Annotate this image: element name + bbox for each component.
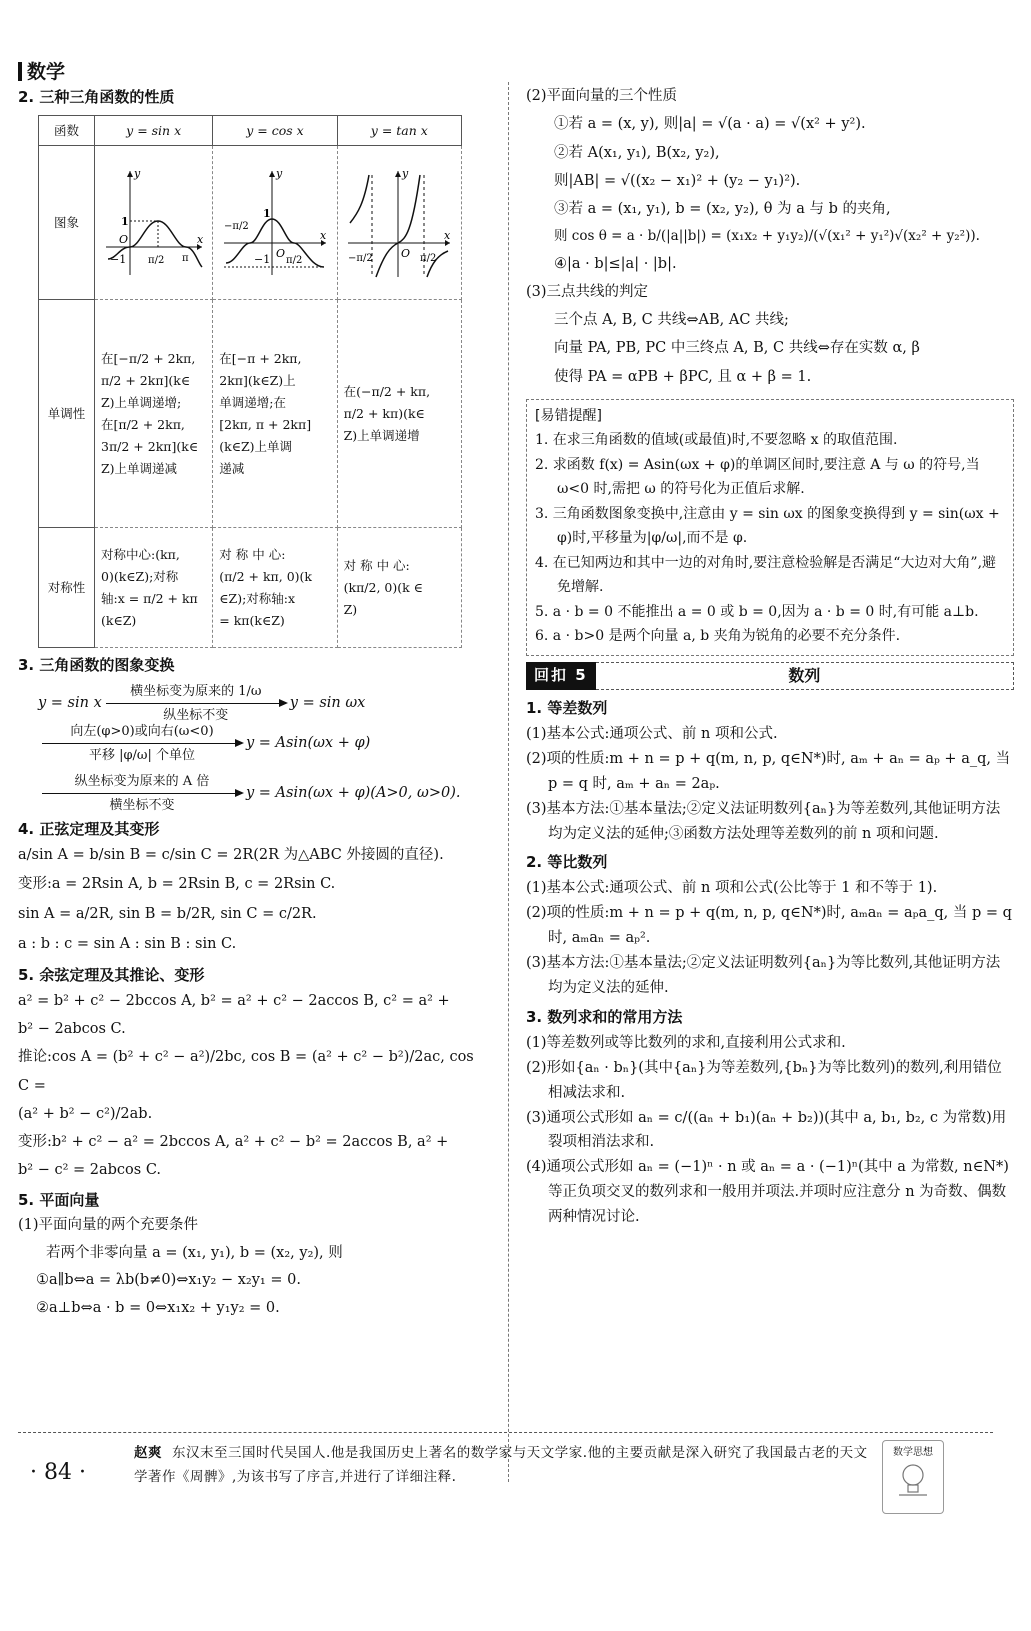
- formula-line: ④|a · b|≤|a| · |b|.: [554, 255, 677, 272]
- page-number: · 84 ·: [30, 1460, 86, 1485]
- trig-properties-table: [38, 115, 462, 648]
- table-header-row: [39, 116, 462, 146]
- cell-line: Z): [343, 601, 358, 617]
- tan-graph-cell: [337, 146, 461, 300]
- graph-label: y: [133, 166, 140, 180]
- graph-label: O: [275, 246, 285, 260]
- formula-line: ③若 a = (x₁, y₁), b = (x₂, y₂), θ 为 a 与 b 的夹角,: [554, 201, 891, 218]
- right-column: [526, 82, 1014, 1230]
- sequences-body: [526, 696, 1014, 1230]
- arrow: [42, 723, 242, 763]
- list-item: (1)等差数列或等比数列的求和,直接利用公式求和.: [526, 1034, 846, 1051]
- banner-badge: 回扣 5: [526, 662, 596, 690]
- sin-graph-cell: [95, 146, 213, 300]
- cell-line: (k∈Z): [101, 612, 137, 628]
- logo-text: 数学思想: [893, 1447, 933, 1458]
- list-item: 3. 三角函数图象变换中,注意由 y = sin ωx 的图象变换得到 y = sin(ωx + φ)时,平移量为|φ/ω|,而不是 φ.: [535, 505, 1000, 547]
- formula-line: 推论:cos A = (b² + c² − a²)/2bc, cos B = (a² + c² − b²)/2ac, cos C =: [18, 1049, 474, 1094]
- cell-line: 在[−π + 2kπ,: [219, 351, 302, 367]
- formula-line: b² − c² = 2abcos C.: [18, 1162, 162, 1179]
- formula-line: ①a∥b⇔a = λb(b≠0)⇔x₁y₂ − x₂y₁ = 0.: [36, 1272, 301, 1289]
- banner-title: 数列: [596, 662, 1014, 690]
- section-title-cosine-law: 5. 余弦定理及其推论、变形: [18, 965, 205, 984]
- formula-line: 变形:b² + c² − a² = 2bccos A, a² + c² − b² = 2accos B, a² +: [18, 1134, 449, 1151]
- graph-label: π: [181, 252, 189, 264]
- graph-label: 1: [262, 206, 271, 220]
- formula-line: 则|AB| = √((x₂ − x₁)² + (y₂ − y₁)²).: [554, 172, 801, 189]
- graph-label: 1: [120, 214, 129, 228]
- table-row-monotonicity: [39, 300, 462, 528]
- cell-line: 0)(k∈Z);对称: [101, 568, 179, 584]
- formula-line: 向量 PA, PB, PC 中三终点 A, B, C 共线⇔存在实数 α, β: [554, 340, 920, 357]
- list-item: 6. a · b>0 是两个向量 a, b 夹角为锐角的必要不充分条件.: [535, 628, 901, 645]
- transform-chain: [38, 684, 488, 814]
- row-label: 对称性: [39, 528, 95, 648]
- cell-line: 在[−π/2 + 2kπ,: [101, 351, 196, 367]
- list-item: 5. a · b = 0 不能推出 a = 0 或 b = 0,因为 a · b = 0 时,有可能 a⊥b.: [535, 603, 979, 620]
- vector-properties: [526, 82, 1014, 391]
- section-title-vectors: 5. 平面向量: [18, 1190, 100, 1209]
- cos-graph: [220, 163, 330, 283]
- row-label: 单调性: [39, 300, 95, 528]
- graph-label: x: [444, 228, 451, 242]
- column-divider: [508, 82, 509, 1482]
- expr: y = Asin(ωx + φ): [246, 735, 371, 752]
- cell-line: 对 称 中 心:: [343, 557, 410, 573]
- cell-line: π/2 + 2kπ](k∈: [101, 373, 191, 388]
- list-item: 1. 在求三角函数的值域(或最值)时,不要忽略 x 的取值范围.: [535, 432, 898, 449]
- footer-note: [134, 1442, 874, 1489]
- arrow-top-label: 纵坐标变为原来的 A 倍: [74, 773, 210, 789]
- footer-text: 东汉末至三国时代吴国人.他是我国历史上著名的数学家与天文学家.他的主要贡献是深入研究了我国最古老的天文学著作《周髀》,为该书写了序言,并进行了详细注释.: [134, 1445, 868, 1485]
- table-header-cell: 函数: [39, 116, 95, 146]
- cell-line: 单调递增;在: [219, 394, 286, 410]
- section-title: 3. 数列求和的常用方法: [526, 1007, 683, 1026]
- formula-line: 则 cos θ = a · b/(|a||b|) = (x₁x₂ + y₁y₂)/(√(x₁² + y₁²)√(x₂² + y₂²)).: [554, 228, 980, 245]
- subheading: (2)平面向量的三个性质: [526, 88, 678, 104]
- arrow: [42, 773, 242, 813]
- table-header-cell: y = sin x: [95, 116, 213, 146]
- table-row-graph: [39, 146, 462, 300]
- cell-line: 在[π/2 + 2kπ,: [101, 416, 185, 432]
- graph-label: x: [319, 228, 327, 242]
- arrow-bottom-label: 平移 |φ/ω| 个单位: [88, 748, 196, 763]
- footer-divider: [18, 1432, 993, 1433]
- review-banner: [526, 662, 1014, 690]
- formula-line: a : b : c = sin A : sin B : sin C.: [18, 935, 237, 952]
- math-thinking-logo: [882, 1440, 944, 1514]
- list-item: 4. 在已知两边和其中一边的对角时,要注意检验解是否满足“大边对大角”,避免增解.: [535, 554, 997, 596]
- sin-graph: [102, 163, 206, 283]
- cell-line: (π/2 + kπ, 0)(k: [219, 568, 312, 584]
- cell-line: [2kπ, π + 2kπ]: [219, 416, 312, 432]
- transform-step: [38, 774, 488, 814]
- formula-line: 变形:a = 2Rsin A, b = 2Rsin B, c = 2Rsin C.: [18, 876, 336, 893]
- cosine-law-body: [18, 987, 488, 1185]
- section-title: 2. 等比数列: [526, 853, 608, 872]
- formula-line: b² − 2abcos C.: [18, 1021, 126, 1038]
- sine-law-body: [18, 841, 488, 960]
- transform-step: [38, 684, 488, 724]
- expr: y = sin x: [38, 695, 102, 712]
- graph-label: y: [402, 166, 409, 180]
- lightbulb-icon: [893, 1459, 933, 1499]
- expr: y = sin ωx: [289, 695, 366, 712]
- graph-label: −1: [109, 252, 126, 266]
- arrow-top-label: 横坐标变为原来的 1/ω: [130, 683, 262, 699]
- formula-line: 若两个非零向量 a = (x₁, y₁), b = (x₂, y₂), 则: [46, 1244, 343, 1261]
- graph-label: −π/2: [348, 252, 373, 264]
- cell-line: 递减: [219, 460, 245, 476]
- subheading: (3)三点共线的判定: [526, 283, 649, 300]
- vectors-body: [18, 1212, 488, 1322]
- graph-label: −1: [253, 252, 271, 266]
- arrow: [106, 683, 286, 723]
- graph-label: O: [118, 232, 128, 246]
- formula-line: ①若 a = (x, y), 则|a| = √(a · a) = √(x² + y²).: [554, 116, 866, 133]
- cos-symmetry: [213, 528, 337, 648]
- list-item: 2. 求函数 f(x) = Asin(ωx + φ)的单调区间时,要注意 A 与 ω 的符号,当 ω<0 时,需把 ω 的符号化为正值后求解.: [535, 456, 980, 498]
- list-item: (4)通项公式形如 aₙ = (−1)ⁿ · n 或 aₙ = a · (−1)ⁿ(其中 a 为常数, n∈N*)等正负项交叉的数列求和一般用并项法.并项时应注意分 n 为奇数、偶数两种情况讨论.: [526, 1159, 1009, 1226]
- formula-line: (a² + b² − c²)/2ab.: [18, 1105, 153, 1122]
- cell-line: Z)上单调递增;: [101, 394, 182, 410]
- left-column: [18, 82, 488, 1322]
- list-item: (3)基本方法:①基本量法;②定义法证明数列{aₙ}为等比数列,其他证明方法均为定义法的延伸.: [526, 955, 1001, 996]
- section-title-transform: 3. 三角函数的图象变换: [18, 656, 175, 675]
- tan-graph: [344, 163, 454, 283]
- subheading: (1)平面向量的两个充要条件: [18, 1216, 199, 1233]
- cell-line: 轴:x = π/2 + kπ: [101, 590, 198, 606]
- formula-line: a/sin A = b/sin B = c/sin C = 2R(2R 为△ABC 外接圆的直径).: [18, 846, 444, 863]
- arrow-bottom-label: 纵坐标不变: [163, 708, 229, 723]
- cell-line: (kπ/2, 0)(k ∈: [343, 579, 423, 595]
- formula-line: 使得 PA = αPB + βPC, 且 α + β = 1.: [554, 368, 812, 385]
- transform-step: [38, 724, 488, 764]
- formula-line: a² = b² + c² − 2bccos A, b² = a² + c² − 2accos B, c² = a² +: [18, 992, 450, 1009]
- cell-line: ∈Z);对称轴:x: [219, 590, 296, 606]
- cell-line: Z)上单调递减: [101, 460, 178, 476]
- box-tag: [易错提醒]: [535, 407, 602, 424]
- sin-monotonicity: [95, 300, 213, 528]
- graph-label: x: [196, 232, 203, 246]
- arrow-bottom-label: 横坐标不变: [109, 798, 175, 813]
- cell-line: 2kπ](k∈Z)上: [219, 373, 296, 388]
- cos-monotonicity: [213, 300, 337, 528]
- cell-line: = kπ(k∈Z): [219, 612, 285, 628]
- expr: y = Asin(ωx + φ)(A>0, ω>0).: [246, 785, 461, 802]
- formula-line: ②若 A(x₁, y₁), B(x₂, y₂),: [554, 144, 720, 161]
- list-item: (1)基本公式:通项公式、前 n 项和公式(公比等于 1 和不等于 1).: [526, 880, 938, 897]
- graph-label: y: [275, 166, 283, 180]
- row-label: 图象: [39, 146, 95, 300]
- table-header-cell: y = cos x: [213, 116, 337, 146]
- arrow-top-label: 向左(φ>0)或向右(ω<0): [70, 723, 214, 739]
- formula-line: sin A = a/2R, sin B = b/2R, sin C = c/2R.: [18, 906, 317, 923]
- list-item: (2)项的性质:m + n = p + q(m, n, p, q∈N*)时, aₘ + aₙ = aₚ + a_q, 当 p = q 时, aₘ + aₙ = 2aₚ.: [526, 750, 1011, 792]
- formula-line: 三个点 A, B, C 共线⇔AB, AC 共线;: [554, 312, 789, 329]
- list-item: (2)形如{aₙ · bₙ}(其中{aₙ}为等差数列,{bₙ}为等比数列)的数列,利用错位相减法求和.: [526, 1059, 1002, 1101]
- tan-symmetry: [337, 528, 461, 648]
- subject-header: 数学: [18, 58, 65, 87]
- section-title-trig-properties: 2. 三种三角函数的性质: [18, 88, 175, 106]
- list-item: (3)通项公式形如 aₙ = c/((aₙ + b₁)(aₙ + b₂))(其中 a, b₁, b₂, c 为常数)用裂项相消法求和.: [526, 1109, 1007, 1151]
- footer-person: 赵爽: [134, 1445, 162, 1461]
- list-item: (1)基本公式:通项公式、前 n 项和公式.: [526, 725, 778, 742]
- common-mistakes-box: [526, 399, 1014, 656]
- section-title-sine-law: 4. 正弦定理及其变形: [18, 819, 160, 838]
- graph-label: O: [401, 246, 411, 260]
- list-item: (3)基本方法:①基本量法;②定义法证明数列{aₙ}为等差数列,其他证明方法均为定义法的延伸;③函数方法处理等差数列的前 n 项和问题.: [526, 800, 1001, 842]
- table-row-symmetry: [39, 528, 462, 648]
- cell-line: 对 称 中 心:: [219, 547, 286, 562]
- formula-line: ②a⊥b⇔a · b = 0⇔x₁x₂ + y₁y₂ = 0.: [36, 1299, 280, 1316]
- tan-monotonicity: [337, 300, 461, 528]
- section-title: 1. 等差数列: [526, 698, 608, 717]
- cell-line: 对称中心:(kπ,: [101, 547, 180, 562]
- list-item: (2)项的性质:m + n = p + q(m, n, p, q∈N*)时, aₘaₙ = aₚa_q, 当 p = q 时, aₘaₙ = aₚ².: [526, 905, 1012, 947]
- cell-line: 在(−π/2 + kπ,: [343, 383, 431, 399]
- graph-label: π/2: [285, 254, 303, 266]
- table-header-cell: y = tan x: [337, 116, 461, 146]
- cell-line: 3π/2 + 2kπ](k∈: [101, 438, 199, 454]
- cos-graph-cell: [213, 146, 337, 300]
- cell-line: π/2 + kπ)(k∈: [343, 405, 425, 421]
- graph-label: π/2: [420, 252, 437, 264]
- graph-label: π/2: [147, 254, 164, 266]
- graph-label: −π/2: [223, 220, 249, 232]
- cell-line: Z)上单调递增: [343, 427, 420, 443]
- sin-symmetry: [95, 528, 213, 648]
- cell-line: (k∈Z)上单调: [219, 438, 293, 454]
